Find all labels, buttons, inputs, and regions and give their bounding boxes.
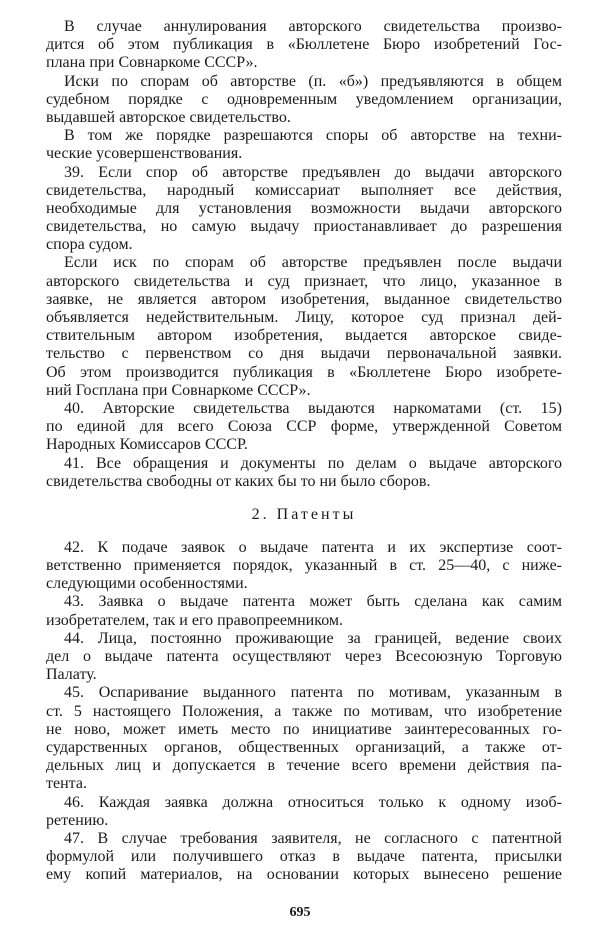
text-line: выдавшей авторское свидетельство.	[46, 108, 291, 126]
text-block-authors-certificates	[46, 18, 562, 491]
text-line: не ново, может иметь место по инициативе заинтересованных го-	[46, 720, 562, 738]
text-line: сударственных органов, общественных организаций, а также от-	[46, 738, 562, 756]
text-line: формулой или получившего отказ в выдаче патента, присылки	[46, 848, 562, 866]
text-line: свидетельства свободны от каких бы то ни было сборов.	[46, 472, 431, 490]
text-line: спора судом.	[46, 236, 133, 254]
paragraph	[46, 539, 562, 594]
paragraph	[46, 455, 562, 491]
text-line: В случае аннулирования авторского свидетельства произво-	[64, 18, 562, 35]
paragraph	[46, 254, 562, 400]
text-line: свидетельства, народный комиссариат выполняет все действия,	[46, 181, 562, 199]
text-line: ретению.	[46, 811, 109, 829]
text-line: 39. Если спор об авторстве предъявлен до выдачи авторского	[64, 163, 562, 181]
text-line: Об этом производится публикация в «Бюллетене Бюро изобрете-	[46, 363, 562, 381]
text-line: 42. К подаче заявок о выдаче патента и их экспертизе соот-	[64, 538, 562, 556]
text-line: тельство с первенством со дня выдачи первоначальной заявки.	[46, 345, 562, 363]
paragraph	[46, 400, 562, 455]
text-line: объявляется недействительным. Лицу, которое суд признал дей-	[46, 309, 562, 326]
text-line: 46. Каждая заявка должна относиться только к одному изоб-	[64, 793, 562, 811]
text-line: Если иск по спорам об авторстве предъявлен после выдачи	[64, 254, 562, 272]
text-line: 43. Заявка о выдаче патента может быть сделана как самим	[64, 593, 562, 611]
paragraph	[46, 18, 562, 73]
paragraph	[46, 794, 562, 830]
text-line: ему копий материалов, на основании которых вынесено решение	[46, 866, 562, 884]
page-number: 695	[289, 905, 311, 920]
text-line: ний Госплана при Совнаркоме СССР».	[46, 381, 311, 399]
text-line: свидетельства, но самую выдачу приостанавливает до разрешения	[46, 218, 562, 236]
text-line: 47. В случае требования заявителя, не согласного с патентной	[64, 829, 562, 847]
text-line: Иски по спорам об авторстве (п. «б») предъявляются в общем	[64, 72, 562, 90]
text-line: плана при Совнаркоме СССР».	[46, 54, 258, 72]
text-line: судебном порядке с одновременным уведомлением организации,	[46, 90, 562, 108]
text-line: необходимые для установления возможности выдачи авторского	[46, 199, 562, 217]
text-line: В том же порядке разрешаются споры об авторстве на техни-	[64, 127, 562, 145]
text-line: дел о выдаче патента осуществляют через Всесоюзную Торговую	[46, 648, 562, 665]
paragraph	[46, 684, 562, 793]
paragraph	[46, 630, 562, 685]
paragraph	[46, 127, 562, 163]
text-line: 45. Оспаривание выданного патента по мотивам, указанным в	[64, 684, 562, 702]
page-body	[46, 18, 562, 884]
text-line: 41. Все обращения и документы по делам о выдаче авторского	[64, 454, 562, 472]
text-line: по единой для всего Союза ССР форме, утвержденной Советом	[46, 418, 562, 436]
text-line: ветственно применяется порядок, указанный в ст. 25—40, с ниже-	[46, 557, 562, 575]
text-line: дельных лиц и допускается в течение всего времени действия па-	[46, 757, 562, 775]
text-line: 44. Лица, постоянно проживающие за границей, ведение своих	[64, 629, 562, 647]
text-line: ст. 5 настоящего Положения, а также по мотивам, что изобретение	[46, 702, 562, 720]
text-line: дится об этом публикация в «Бюллетене Бюро изобретений Гос-	[46, 36, 562, 54]
text-line: изобретателем, так и его правопреемником.	[46, 611, 344, 629]
text-line: следующими особенностями.	[46, 575, 248, 593]
text-line: авторского свидетельства и суд признает, что лицо, указанное в	[46, 272, 562, 290]
text-line: ствительным автором изобретения, выдается авторское свиде-	[46, 327, 562, 345]
text-line: тента.	[46, 775, 87, 793]
text-line: заявке, не является автором изобретения, выданное свидетельство	[46, 290, 562, 308]
paragraph	[46, 73, 562, 128]
text-line: 40. Авторские свидетельства выдаются наркоматами (ст. 15)	[64, 399, 562, 417]
text-block-patents	[46, 539, 562, 885]
paragraph	[46, 164, 562, 255]
text-line: Палату.	[46, 666, 97, 684]
text-line: Народных Комиссаров СССР.	[46, 436, 248, 454]
paragraph	[46, 830, 562, 885]
text-line: ческие усовершенствования.	[46, 145, 243, 163]
section-heading: 2. Патенты	[251, 505, 357, 523]
paragraph	[46, 593, 562, 629]
